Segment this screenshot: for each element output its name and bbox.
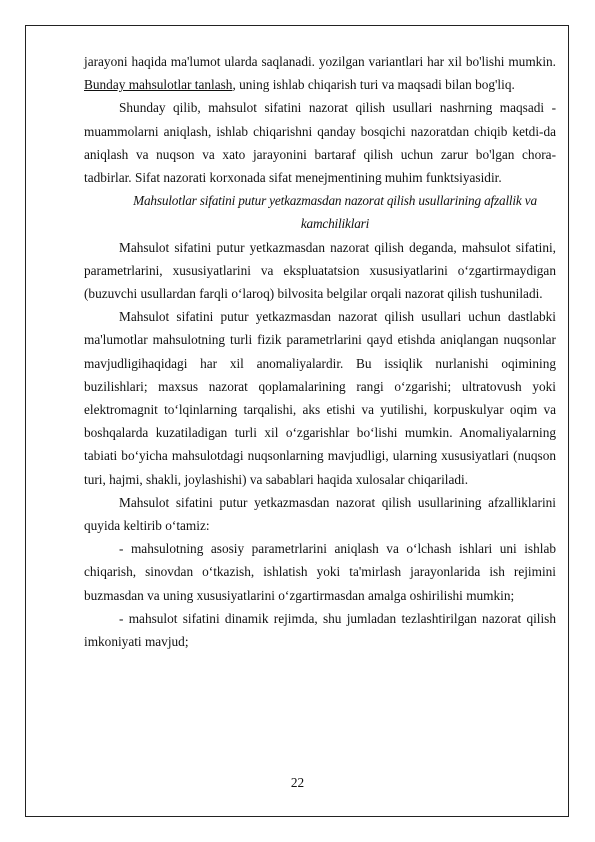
page-number: 22 — [290, 775, 305, 790]
paragraph-advantages-intro: Mahsulot sifatini putur yetkazmasdan nazorat qilish usullarining afzalliklarini quyida keltirib o‘tamiz: — [84, 494, 556, 534]
document-body — [84, 50, 556, 653]
paragraph-intro — [84, 50, 556, 96]
paragraph-anomalies: Mahsulot sifatini putur yetkazmasdan nazorat qilish usullari uchun dastlabki ma'lumotlar mahsulotning turli fizik parametrlarini qayd etishda aniqlangan nuqsonlar mavjudligihaqidagi har xil anomaliyalardir. Bu issiqlik nurlanishi oqimining buzilishlari; maxsus nazorat qoplamalarining rangi o‘zgarishi; ultratovush yoki elektromagnit to‘lqinlarning tarqalishi, aks etishi va yutilishi, korpuskulyar oqim va boshqalarda kuzatiladigan turli xil o‘zgarishlar bo‘lishi mumkin. Anomaliyalarning tabiati bo‘yicha mahsulotdagi nuqsonlarning mavjudligi, ularning xususiyatlari (nuqson turi, hajmi, shakli, joylashishi) va sabablari haqida xulosalar chiqariladi. — [84, 309, 556, 487]
underlined-phrase: Bunday mahsulotlar tanlash — [84, 77, 233, 93]
section-heading: Mahsulotlar sifatini putur yetkazmasdan nazorat qilish usullarining afzallik va kamchiliklari — [133, 193, 537, 232]
paragraph-intro-tail: , uning ishlab chiqarish turi va maqsadi bilan bog'liq. — [232, 77, 515, 93]
paragraph-definition: Mahsulot sifatini putur yetkazmasdan nazorat qilish deganda, mahsulot sifatini, parametrlarini, xususiyatlarini va ekspluatatsion xususiyatlarini o‘zgartirmaydigan (buzuvchi usullardan farqli o‘laroq) bilvosita belgilar orqali nazorat qilish tushuniladi. — [84, 239, 556, 302]
list-item-advantage-1: - mahsulotning asosiy parametrlarini aniqlash va o‘lchash ishlari uni ishlab chiqarish, sinovdan o‘tkazish, ishlatish yoki ta'mirlash jarayonlarida ish rejimini buzmasdan va uning xususiyatlarini o‘zgartirmasdan amalga oshirilishi mumkin; — [84, 541, 556, 603]
paragraph-intro-text: jarayoni haqida ma'lumot ularda saqlanadi. yozilgan variantlari har xil bo'lishi mumkin. — [84, 54, 556, 69]
paragraph-summary: Shunday qilib, mahsulot sifatini nazorat qilish usullari nashrning maqsadi - muammolarni aniqlash, ishlab chiqarishni qanday bosqichi nazoratdan chiqib ketdi-da aniqlash va nuqson va xato jarayonini bartaraf qilish uchun zarur bo'lgan chora-tadbirlar. Sifat nazorati korxonada sifat menejmentining muhim funktsiyasidir. — [84, 100, 556, 186]
list-item-advantage-2: - mahsulot sifatini dinamik rejimda, shu jumladan tezlashtirilgan nazorat qilish imkoniyati mavjud; — [84, 610, 556, 650]
